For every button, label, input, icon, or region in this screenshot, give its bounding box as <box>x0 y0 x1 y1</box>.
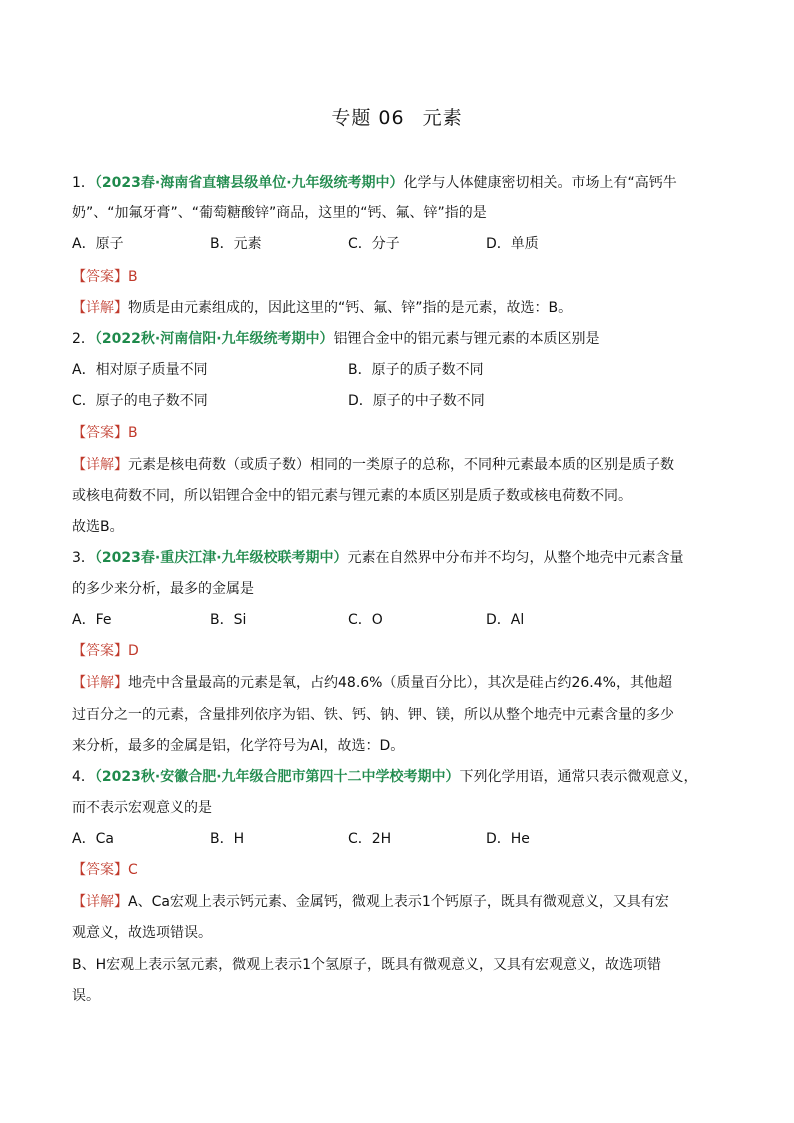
answer-line <box>72 860 138 880</box>
detail-text: 误。 <box>72 988 100 1004</box>
option-d: D．原子的中子数不同 <box>348 393 485 409</box>
answer-line <box>72 423 138 443</box>
option-c: C．2H <box>348 831 392 847</box>
detail-text: 地壳中含量最高的元素是氧，占约48.6%（质量百分比），其次是硅占约26.4%，其他超 <box>128 675 672 691</box>
title-prefix: 专题 06 <box>331 107 405 129</box>
option-b: B．H <box>210 831 245 847</box>
question-number: 2． <box>72 331 95 347</box>
answer-tag: 【答案】 <box>72 269 128 285</box>
option-b: B．元素 <box>210 236 262 252</box>
detail-text: 过百分之一的元素，含量排列依序为铝、铁、钙、钠、钾、镁，所以从整个地壳中元素含量的多少 <box>72 707 674 723</box>
question-number: 1． <box>72 175 95 191</box>
detail-line <box>72 486 632 506</box>
question-stem: 铝锂合金中的铝元素与锂元素的本质区别是 <box>333 331 600 347</box>
detail-text: 物质是由元素组成的，因此这里的“钙、氟、锌”指的是元素，故选：B。 <box>128 300 573 316</box>
detail-text: 故选B。 <box>72 519 124 535</box>
question-number: 3． <box>72 550 95 566</box>
option-a: A．原子 <box>72 236 124 252</box>
question-4-line-1 <box>72 767 698 787</box>
question-4-line-2 <box>72 798 212 818</box>
question-source: （2023秋·安徽合肥·九年级合肥市第四十二中学校考期中） <box>94 769 460 785</box>
question-stem: 奶”、“加氟牙膏”、“葡萄糖酸锌”商品，这里的“钙、氟、锌”指的是 <box>72 205 487 221</box>
detail-text: 来分析，最多的金属是铝，化学符号为Al，故选：D。 <box>72 738 405 754</box>
detail-line <box>72 517 124 537</box>
question-source: （2023春·海南省直辖县级单位·九年级统考期中） <box>94 175 404 191</box>
detail-tag: 【详解】 <box>72 894 128 910</box>
question-1-line-2 <box>72 203 487 223</box>
question-stem: 化学与人体健康密切相关。市场上有“高钙牛 <box>403 175 677 191</box>
option-a: A．Ca <box>72 831 114 847</box>
answer-line <box>72 267 138 287</box>
detail-line <box>72 736 404 756</box>
detail-line <box>72 892 669 912</box>
detail-tag: 【详解】 <box>72 457 128 473</box>
detail-text: 观意义，故选项错误。 <box>72 925 212 941</box>
detail-line <box>72 673 672 693</box>
detail-line <box>72 455 674 475</box>
question-source: （2023春·重庆江津·九年级校联考期中） <box>94 550 348 566</box>
option-a: A．相对原子质量不同 <box>72 362 208 378</box>
answer-tag: 【答案】 <box>72 862 128 878</box>
title-topic: 元素 <box>422 107 463 129</box>
answer-value: C <box>128 862 138 878</box>
question-number: 4． <box>72 769 95 785</box>
question-stem: 下列化学用语，通常只表示微观意义， <box>459 769 698 785</box>
detail-text: B、H宏观上表示氢元素，微观上表示1个氢原子，既具有微观意义，又具有宏观意义，故选项错 <box>72 957 662 973</box>
option-d: D．单质 <box>486 236 539 252</box>
question-2-line-1 <box>72 329 600 349</box>
answer-tag: 【答案】 <box>72 425 128 441</box>
answer-line <box>72 641 139 661</box>
option-b: B．原子的质子数不同 <box>348 362 484 378</box>
detail-line <box>72 986 100 1006</box>
option-d: D．Al <box>486 612 525 628</box>
detail-tag: 【详解】 <box>72 300 128 316</box>
option-b: B．Si <box>210 612 247 628</box>
detail-text: 或核电荷数不同，所以铝锂合金中的铝元素与锂元素的本质区别是质子数或核电荷数不同。 <box>72 488 632 504</box>
detail-line <box>72 298 572 318</box>
detail-line <box>72 923 212 943</box>
question-stem: 的多少来分析，最多的金属是 <box>72 581 254 597</box>
answer-value: D <box>128 643 139 659</box>
option-c: C．O <box>348 612 383 628</box>
option-d: D．He <box>486 831 530 847</box>
detail-text: A、Ca宏观上表示钙元素、金属钙，微观上表示1个钙原子，既具有微观意义，又具有宏 <box>128 894 669 910</box>
question-3-line-2 <box>72 579 254 599</box>
option-c: C．分子 <box>348 236 400 252</box>
detail-tag: 【详解】 <box>72 675 128 691</box>
question-3-line-1 <box>72 548 684 568</box>
question-1-line-1 <box>72 173 677 193</box>
detail-line <box>72 955 661 975</box>
answer-value: B <box>128 425 138 441</box>
question-stem: 而不表示宏观意义的是 <box>72 800 212 816</box>
option-c: C．原子的电子数不同 <box>72 393 208 409</box>
answer-value: B <box>128 269 138 285</box>
detail-line <box>72 705 674 725</box>
question-source: （2022秋·河南信阳·九年级统考期中） <box>94 331 334 347</box>
answer-tag: 【答案】 <box>72 643 128 659</box>
question-stem: 元素在自然界中分布并不均匀，从整个地壳中元素含量 <box>347 550 684 566</box>
page-title <box>0 103 794 130</box>
detail-text: 元素是核电荷数（或质子数）相同的一类原子的总称，不同种元素最本质的区别是质子数 <box>128 457 674 473</box>
option-a: A．Fe <box>72 612 112 628</box>
